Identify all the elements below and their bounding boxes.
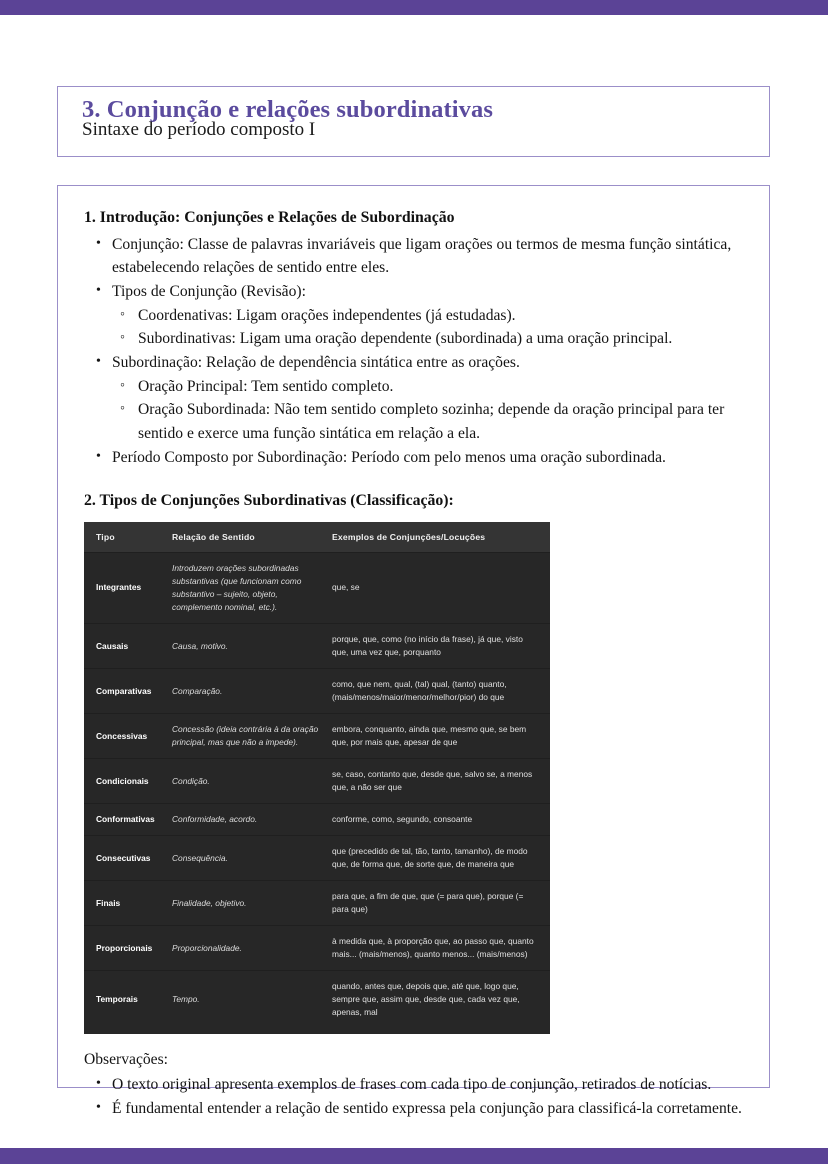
list-item-label: • Período Composto por Subordinação: Período com pelo menos uma oração subordinada. xyxy=(112,449,666,466)
sub-list-item: ◦ Coordenativas: Ligam orações independentes (já estudadas). xyxy=(112,304,743,328)
section-heading-table: 2. Tipos de Conjunções Subordinativas (Classificação): xyxy=(84,492,454,510)
table-row xyxy=(84,669,550,714)
cell-exemplos: que, se xyxy=(332,552,550,623)
page-title: 3. Conjunção e relações subordinativas xyxy=(82,96,494,123)
conjunctions-table xyxy=(84,522,550,1028)
bottom-accent-bar xyxy=(0,1148,828,1164)
content-box xyxy=(57,185,770,1117)
sub-list-item: ◦ Oração Subordinada: Não tem sentido completo sozinha; depende da oração principal para ter sentido e exerce uma função sintática em relação a ela. xyxy=(112,398,743,445)
document-page xyxy=(0,15,828,1148)
list-item-label: • O texto original apresenta exemplos de frases com cada tipo de conjunção, retirados de notícias. xyxy=(112,1076,711,1093)
table-row xyxy=(84,759,550,804)
list-item-label: • Tipos de Conjunção (Revisão): xyxy=(112,283,306,300)
cell-tipo: Conformativas xyxy=(84,804,172,836)
table-row xyxy=(84,624,550,669)
cell-relacao: Tempo. xyxy=(172,971,332,1029)
list-item-label: • Subordinação: Relação de dependência sintática entre as orações. xyxy=(112,354,520,371)
list-item xyxy=(84,280,743,351)
list-item xyxy=(84,1073,743,1097)
cell-relacao: Concessão (ideia contrária à da oração principal, mas que não a impede). xyxy=(172,714,332,759)
column-header-tipo: Tipo xyxy=(84,522,172,553)
cell-exemplos: como, que nem, qual, (tal) qual, (tanto) quanto, (mais/menos/maior/menor/melhor/pior) do que xyxy=(332,669,550,714)
cell-relacao: Conformidade, acordo. xyxy=(172,804,332,836)
cell-relacao: Finalidade, objetivo. xyxy=(172,881,332,926)
intro-list xyxy=(84,233,743,470)
cell-relacao: Introduzem orações subordinadas substantivas (que funcionam como substantivo – sujeito, objeto, complemento nominal, etc.). xyxy=(172,552,332,623)
sub-list-item: ◦ Oração Principal: Tem sentido completo. xyxy=(112,375,743,399)
observations-block xyxy=(84,1048,743,1120)
list-item xyxy=(84,233,743,280)
cell-tipo: Causais xyxy=(84,624,172,669)
list-item xyxy=(84,1097,743,1121)
cell-tipo: Comparativas xyxy=(84,669,172,714)
conjunctions-table-wrapper xyxy=(84,522,550,1034)
column-header-relacao: Relação de Sentido xyxy=(172,522,332,553)
cell-exemplos: conforme, como, segundo, consoante xyxy=(332,804,550,836)
page-subtitle: Sintaxe do período composto I xyxy=(82,118,316,140)
table-row xyxy=(84,836,550,881)
cell-relacao: Comparação. xyxy=(172,669,332,714)
table-row xyxy=(84,881,550,926)
observations-label: Observações: xyxy=(84,1051,168,1069)
cell-exemplos: embora, conquanto, ainda que, mesmo que, se bem que, por mais que, apesar de que xyxy=(332,714,550,759)
list-item-label: • Conjunção: Classe de palavras invariáveis que ligam orações ou termos de mesma função sintática, estabelecendo relações de sentido entre eles. xyxy=(112,236,731,277)
cell-relacao: Consequência. xyxy=(172,836,332,881)
list-item-label: • É fundamental entender a relação de sentido expressa pela conjunção para classificá-la corretamente. xyxy=(112,1100,742,1117)
cell-exemplos: à medida que, à proporção que, ao passo que, quanto mais... (mais/menos), quanto menos... (mais/menos) xyxy=(332,926,550,971)
cell-relacao: Proporcionalidade. xyxy=(172,926,332,971)
cell-exemplos: porque, que, como (no início da frase), já que, visto que, uma vez que, porquanto xyxy=(332,624,550,669)
list-item xyxy=(84,446,743,470)
table-row xyxy=(84,552,550,623)
title-box xyxy=(57,86,770,157)
column-header-exemplos: Exemplos de Conjunções/Locuções xyxy=(332,522,550,553)
list-item xyxy=(84,351,743,446)
cell-relacao: Causa, motivo. xyxy=(172,624,332,669)
cell-tipo: Finais xyxy=(84,881,172,926)
cell-exemplos: se, caso, contanto que, desde que, salvo se, a menos que, a não ser que xyxy=(332,759,550,804)
cell-relacao: Condição. xyxy=(172,759,332,804)
cell-exemplos: para que, a fim de que, que (= para que), porque (= para que) xyxy=(332,881,550,926)
cell-tipo: Condicionais xyxy=(84,759,172,804)
cell-tipo: Consecutivas xyxy=(84,836,172,881)
observations-list xyxy=(84,1073,743,1120)
top-accent-bar xyxy=(0,0,828,15)
sub-list xyxy=(112,375,743,446)
table-row xyxy=(84,971,550,1029)
cell-tipo: Proporcionais xyxy=(84,926,172,971)
table-row xyxy=(84,804,550,836)
sub-list-item: ◦ Subordinativas: Ligam uma oração dependente (subordinada) a uma oração principal. xyxy=(112,327,743,351)
table-row xyxy=(84,926,550,971)
cell-tipo: Integrantes xyxy=(84,552,172,623)
table-header-row xyxy=(84,522,550,553)
cell-exemplos: quando, antes que, depois que, até que, logo que, sempre que, assim que, desde que, cada vez que, apenas, mal xyxy=(332,971,550,1029)
section-heading-intro: 1. Introdução: Conjunções e Relações de Subordinação xyxy=(84,209,455,226)
cell-tipo: Concessivas xyxy=(84,714,172,759)
table-body xyxy=(84,552,550,1028)
sub-list xyxy=(112,304,743,351)
cell-exemplos: que (precedido de tal, tão, tanto, tamanho), de modo que, de forma que, de sorte que, de maneira que xyxy=(332,836,550,881)
cell-tipo: Temporais xyxy=(84,971,172,1029)
table-row xyxy=(84,714,550,759)
